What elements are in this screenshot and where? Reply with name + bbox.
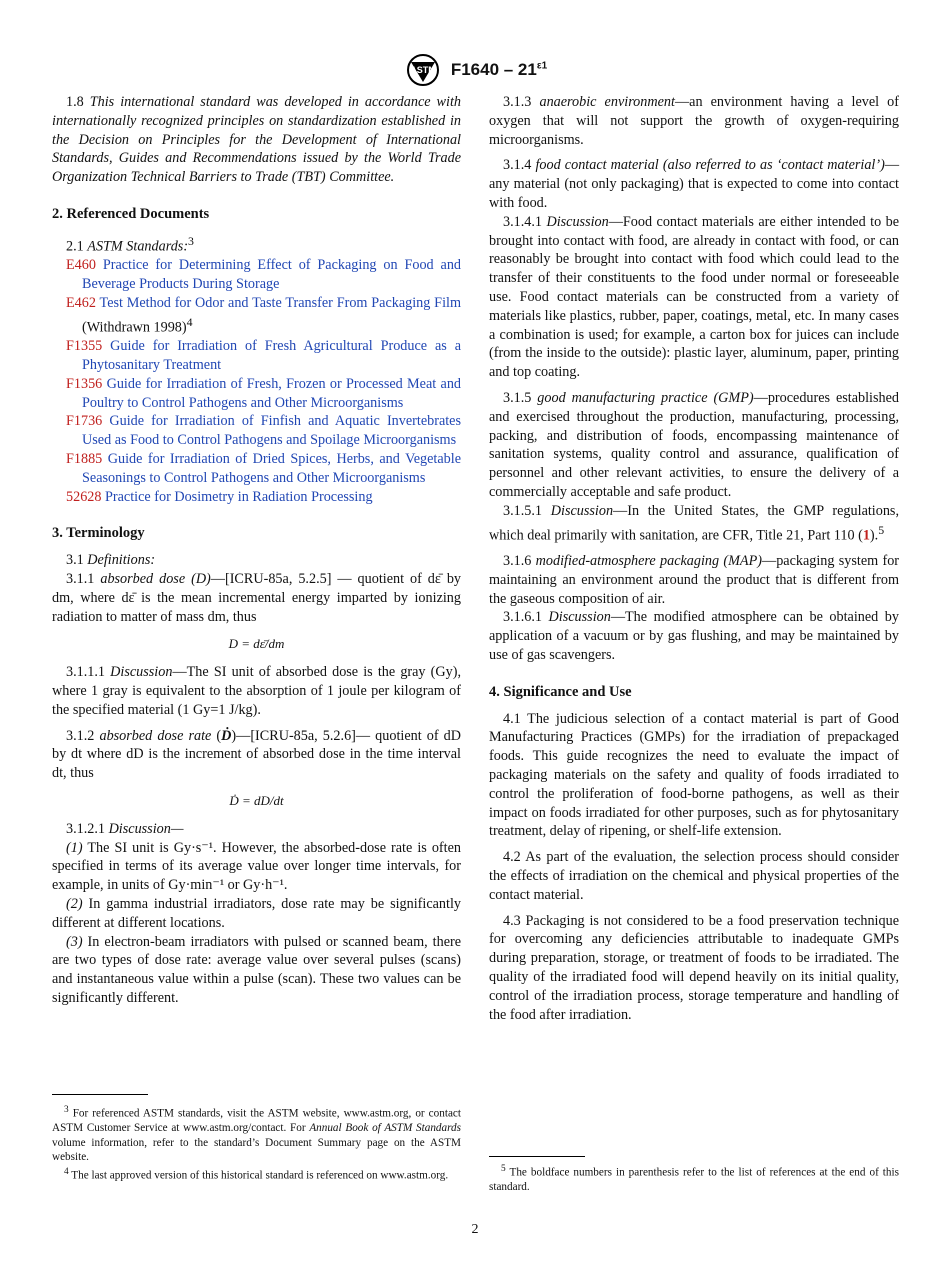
section-3-1-1-1: 3.1.1.1 Discussion—The SI unit of absorbed dose is the gray (Gy), where 1 gray is equivalent to the absorption of 1 joule per kilogram of the specified material (1 Gy=1 J/kg). bbox=[52, 664, 461, 718]
ref-e462[interactable]: E462 Test Method for Odor and Taste Transfer From Packaging Film (Withdrawn 1998)$^4$ bbox=[66, 294, 461, 336]
ref-f1356[interactable]: F1356 Guide for Irradiation of Fresh, Frozen or Processed Meat and Poultry to Control Pathogens and Other Microorganisms bbox=[66, 375, 462, 411]
left-column bbox=[52, 93, 461, 1008]
ref-f1885[interactable]: F1885 Guide for Irradiation of Dried Spices, Herbs, and Vegetable Seasonings to Control Pathogens and Other Microorganisms bbox=[66, 451, 461, 486]
astm-logo-icon bbox=[403, 52, 443, 88]
ref-f1355[interactable]: F1355 Guide for Irradiation of Fresh Agricultural Produce as a Phytosanitary Treatment bbox=[66, 338, 461, 374]
section-3-1-6: 3.1.6 modified-atmosphere packaging (MAP)—packaging system for maintaining an environment around the product that is different from the gaseous composition of air. bbox=[489, 553, 900, 607]
footnotes-left bbox=[52, 1103, 461, 1183]
section-4-2: 4.2 As part of the evaluation, the selection process should consider the effects of irradiation on the chemical and physical properties of the contact material. bbox=[489, 849, 899, 903]
equation-absorbed-dose: D = dε̄/dm bbox=[228, 636, 285, 652]
footnote-rule-left bbox=[52, 1094, 148, 1095]
footnotes-right bbox=[489, 1162, 899, 1195]
discussion-item-3: (3) In electron-beam irradiators with pulsed or scanned beam, there are two types of dose rate: average value over several pulses (scans) and instantaneous value within a pulse (scan). These two values can be significantly different. bbox=[52, 933, 462, 1006]
heading-significance-and-use: 4. Significance and Use bbox=[489, 683, 632, 700]
discussion-item-2: (2) In gamma industrial irradiators, dose rate may be significantly different at different locations. bbox=[52, 895, 461, 931]
heading-terminology: 3. Terminology bbox=[52, 525, 145, 542]
ref-f1736[interactable]: F1736 Guide for Irradiation of Finfish and Aquatic Invertebrates Used as Food to Control Pathogens and Spoilage Microorganisms bbox=[66, 413, 461, 449]
section-3-1-2-1: 3.1.2.1 Discussion— bbox=[66, 820, 184, 837]
reference-link-1[interactable]: 1 bbox=[862, 527, 870, 544]
svg-text:ASTM: ASTM bbox=[410, 65, 436, 75]
page-header bbox=[0, 52, 950, 88]
section-3-1-6-1: 3.1.6.1 Discussion—The modified atmosphere can be obtained by application of a vacuum or by gas flushing, and may be maintained by use of gas scavengers. bbox=[489, 609, 899, 664]
equation-dose-rate: Ḋ = dD/dt bbox=[229, 792, 284, 808]
section-3-1-3: 3.1.3 anaerobic environment—an environment having a level of oxygen that will not support the growth of oxygen-requiring microorganisms. bbox=[489, 94, 899, 148]
section-3-1-5-1: 3.1.5.1 Discussion—In the United States, the GMP regulations, which deal primarily with sanitation, are CFR, Title 21, Part 110 (1).$^5$ bbox=[489, 502, 899, 544]
section-3-1-4: 3.1.4 food contact material (also referred to as ‘contact material’)—any material (not only packaging) that is expected to come into contact with food. bbox=[489, 157, 900, 211]
section-4-3: 4.3 Packaging is not considered to be a food preservation technique for overcoming any deficiencies attributable to inadequate GMPs during preparation, storage, or treatment of foods to be irradiated. The quality of the irradiated food will depend heavily on its initial quality, control of the irradiation process, storage temperature and handling of the food after irradiation. bbox=[489, 912, 899, 1023]
right-column bbox=[489, 93, 899, 1024]
footnote-5: $^5$ The boldface numbers in parenthesis refer to the list of references at the end of this standard. bbox=[489, 1164, 899, 1194]
footnote-4: $^4$ The last approved version of this historical standard is referenced on www.astm.org. bbox=[64, 1166, 449, 1182]
footnote-rule-right bbox=[489, 1156, 585, 1157]
discussion-item-1: (1) The SI unit is Gy·s⁻¹. However, the absorbed-dose rate is often specified in terms of its average value over longer time intervals, for example, in units of Gy·min⁻¹ or Gy·h⁻¹. bbox=[52, 839, 461, 894]
ref-e460[interactable]: E460 Practice for Determining Effect of Packaging on Food and Beverage Products During Storage bbox=[66, 257, 462, 293]
section-3-1-2: 3.1.2 absorbed dose rate (Ḋ)—[ICRU-85a, 5.2.6]— quotient of dD by dt where dD is the increment of absorbed dose in the time interval dt, thus bbox=[52, 727, 462, 782]
section-3-1-1: 3.1.1 absorbed dose (D)—[ICRU-85a, 5.2.5] — quotient of dε̄ by dm, where dε̄ is the mean incremental energy imparted by ionizing radiation to matter of mass dm, thus bbox=[52, 571, 462, 625]
section-3-1-4-1: 3.1.4.1 Discussion—Food contact materials are either intended to be brought into contact with food, are already in contact with food, or can reasonably be brought into contact with food which could lead to the transfer of their constituents to the food under normal or foreseeable use. Food contact materials can be constructed from a variety of materials like plastics, rubber, paper, coatings, metal, etc. In many cases a combination is used; for example, a carton box for juices can include (from the inside to the outside): plastic layer, aluminum, paper, printing and top coating. bbox=[489, 213, 899, 381]
section-3-1-5: 3.1.5 good manufacturing practice (GMP)—procedures established and exercised throughout the production, manufacturing, processing, packing, and distribution of foods, encompassing maintenance of sanitation systems, quality control and assurance, qualification of personnel and other relevant activities, to ensure the delivery of a commercially acceptable and safe product. bbox=[489, 389, 900, 500]
ref-52628[interactable]: 52628 Practice for Dosimetry in Radiation Processing bbox=[66, 488, 373, 505]
footnote-3: $^3$ For referenced ASTM standards, visit the ASTM website, www.astm.org, or contact ASTM Customer Service at www.astm.org/contact. For Annual Book of ASTM Standards volume information, refer to the standard’s Document Summary page on the ASTM website. bbox=[52, 1105, 461, 1164]
document-number: $F1640 - 21^{\varepsilon 1}$ bbox=[450, 60, 548, 79]
section-1-8: 1.8 This international standard was developed in accordance with internationally recognized principles on standardization established in the Decision on Principles for the Development of International Standards, Guides and Recommendations issued by the World Trade Organization Technical Barriers to Trade (TBT) Committee. bbox=[52, 94, 461, 186]
page-number: 2 bbox=[471, 1222, 479, 1237]
section-4-1: 4.1 The judicious selection of a contact material is part of Good Manufacturing Practices (GMPs) for the irradiation of prepackaged foods. This guide recognizes the need to evaluate the impact of packaging materials on the safety and quality of foods irradiated to control the proliferation of food-borne pathogens, as well as their impact on foods irradiated for other purposes, such as for phytosanitary treatment, delay of ripening, or shelf-life extension. bbox=[489, 710, 899, 840]
section-3-1: 3.1 Definitions: bbox=[66, 552, 156, 569]
heading-referenced-documents: 2. Referenced Documents bbox=[52, 205, 210, 222]
section-2-1: 2.1 ASTM Standards:$^3$ bbox=[66, 233, 194, 255]
